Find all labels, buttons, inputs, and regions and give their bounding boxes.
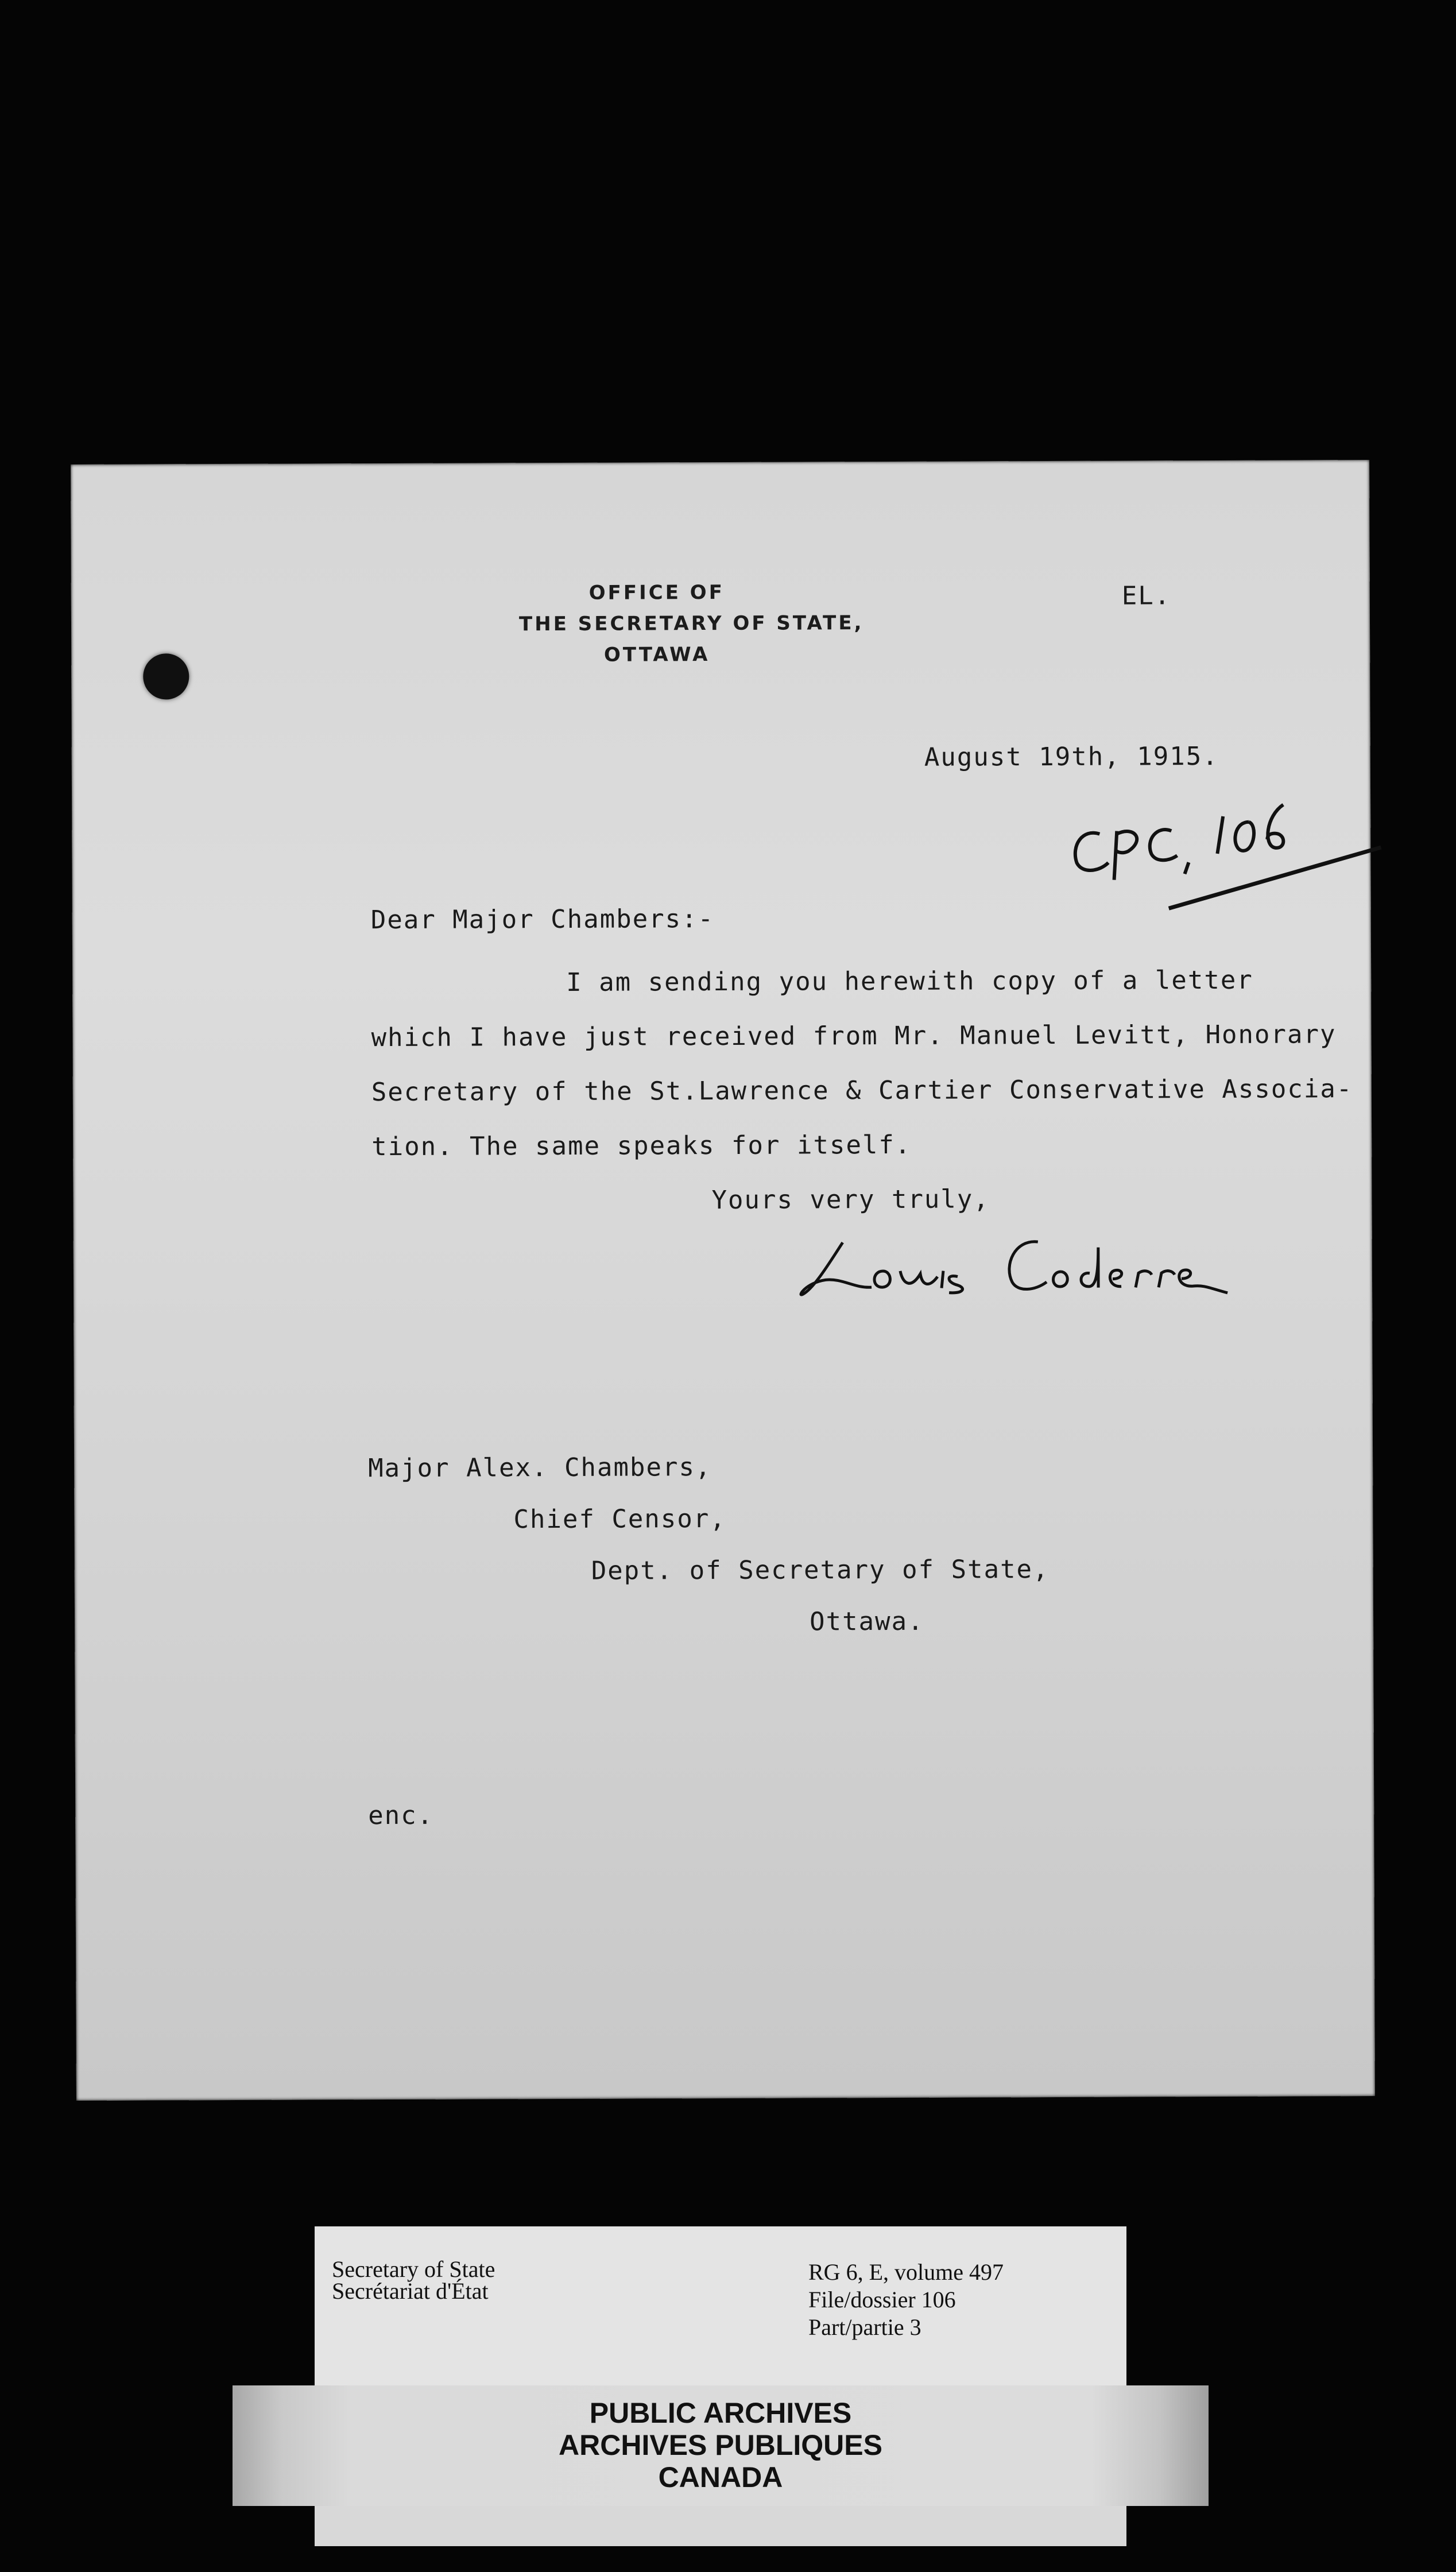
recipient-name: Major Alex. Chambers, (368, 1452, 712, 1483)
closing: Yours very truly, (711, 1184, 990, 1215)
letterhead-line-2: THE SECRETARY OF STATE, (518, 611, 864, 636)
archives-strip (233, 2385, 1209, 2506)
label-department (332, 2256, 495, 2304)
recipient-city: Ottawa. (809, 1606, 924, 1637)
letterhead-line-1: OFFICE OF (588, 580, 725, 605)
archives-strip-text (233, 2397, 1209, 2493)
letter-date: August 19th, 1915. (924, 741, 1219, 772)
strip-line-1: PUBLIC ARCHIVES (589, 2397, 852, 2429)
signature (791, 1223, 1308, 1328)
body-line: I am sending you herewith copy of a letter (566, 965, 1253, 997)
strip-line-2: ARCHIVES PUBLIQUES (559, 2429, 882, 2461)
recipient-title: Chief Censor, (513, 1504, 726, 1535)
punch-hole (143, 653, 189, 699)
letterhead (518, 577, 864, 671)
department-english: Secretary of State (332, 2256, 495, 2282)
enclosure-note: enc. (368, 1800, 434, 1831)
label-reference (808, 2259, 1004, 2341)
letter-page (71, 460, 1375, 2101)
department-french: Secrétariat d'État (332, 2278, 489, 2304)
letterhead-line-3: OTTAWA (603, 643, 710, 667)
reference-code: EL. (1121, 581, 1171, 611)
record-group: RG 6, E, volume 497 (808, 2259, 1004, 2285)
handwritten-file-annotation (1059, 799, 1404, 920)
strip-line-3: CANADA (658, 2461, 783, 2493)
file-number: File/dossier 106 (808, 2287, 956, 2313)
body-line: Secretary of the St.Lawrence & Cartier Conservative Associa- (371, 1074, 1353, 1107)
recipient-department: Dept. of Secretary of State, (591, 1555, 1050, 1586)
part-number: Part/partie 3 (808, 2314, 921, 2340)
body-line: tion. The same speaks for itself. (371, 1130, 912, 1162)
salutation: Dear Major Chambers:- (370, 904, 715, 935)
body-line: which I have just received from Mr. Manuel Levitt, Honorary (371, 1020, 1337, 1053)
label-card-bottom (315, 2506, 1126, 2546)
